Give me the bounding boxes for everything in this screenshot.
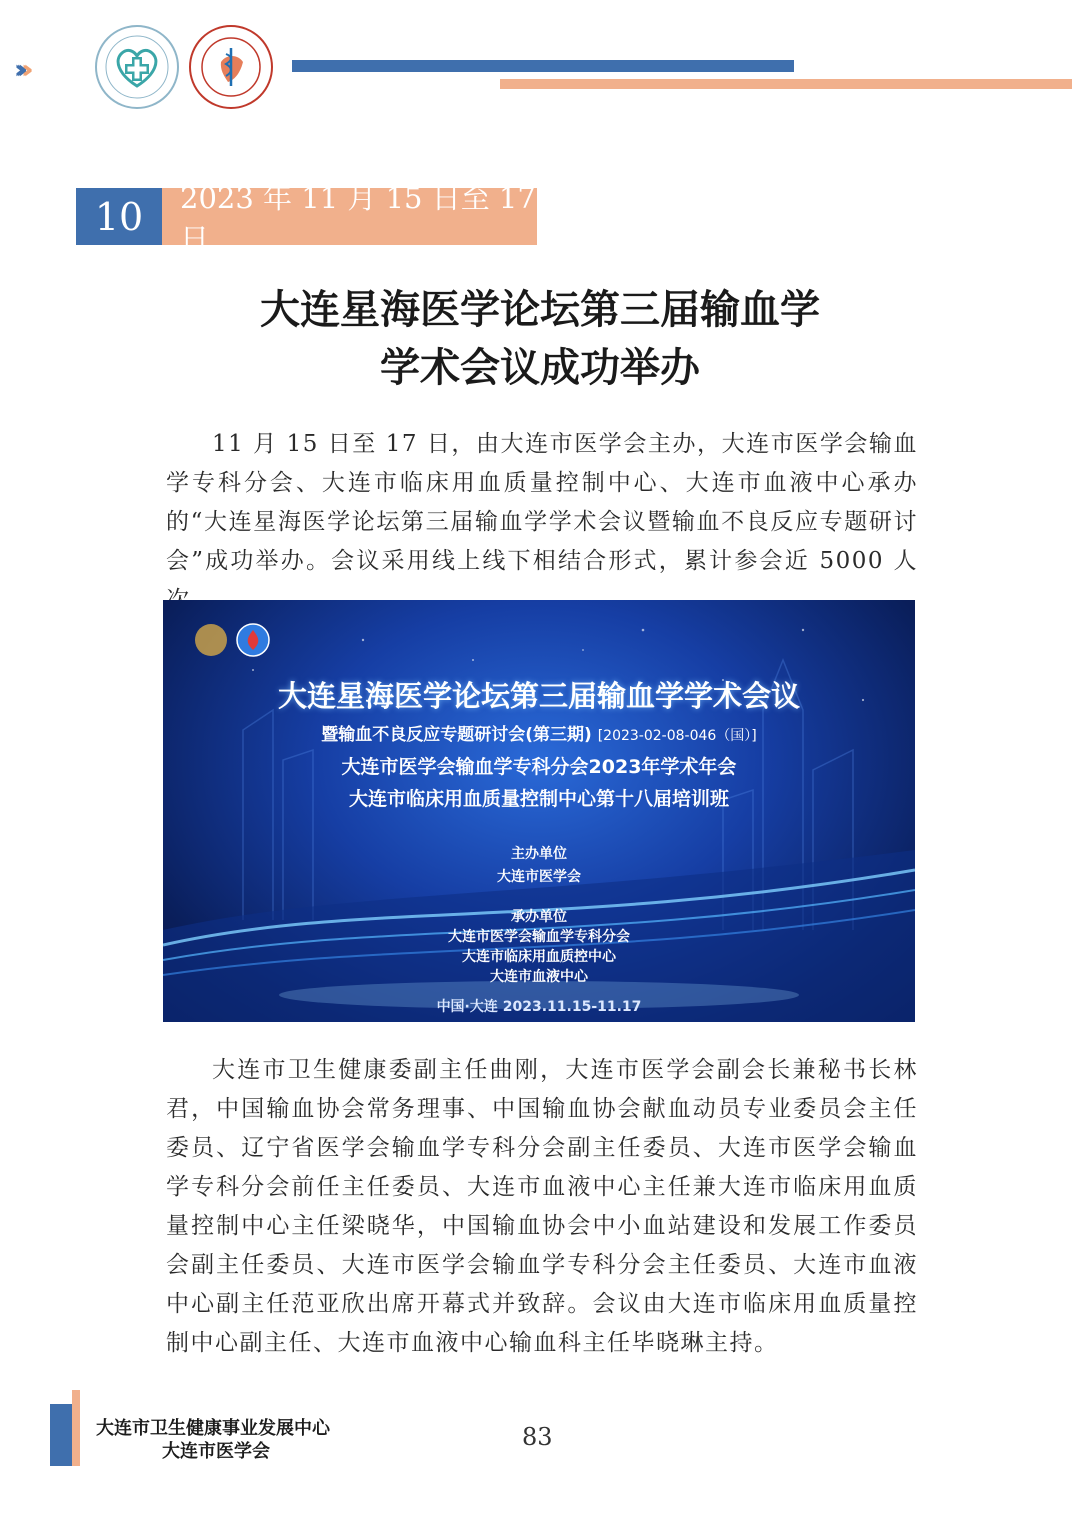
- banner-subtitle-code: [2023-02-08-046（国）]: [597, 728, 757, 744]
- banner-host-label: 主办单位: [511, 846, 567, 862]
- footer-org-2: 大连市医学会: [162, 1441, 270, 1462]
- footer-orange-bar: [72, 1390, 80, 1466]
- health-cross-logo-icon: [94, 24, 180, 110]
- banner-subtitle: [163, 720, 915, 745]
- footer-blue-bar: [50, 1404, 72, 1466]
- article-paragraph-2: 大连市卫生健康委副主任曲刚，大连市医学会副会长兼秘书长林君，中国输血协会常务理事、中国输血协会献血动员专业委员会主任委员、辽宁省医学会输血学专科分会副主任委员、大连市医学会输血学专科分会前任主任委员、大连市血液中心主任兼大连市临床用血质量控制中心主任梁晓华，中国输血协会中小血站建设和发展工作委员会副主任委员、大连市医学会输血学专科分会主任委员、大连市血液中心副主任范亚欣出席开幕式并致辞。会议由大连市临床用血质量控制中心副主任、大连市血液中心输血科主任毕晓琳主持。: [166, 1057, 918, 1356]
- banner-organizer: 大连市医学会输血学专科分会: [448, 929, 630, 945]
- banner-line3: 大连市医学会输血学专科分会2023年学术年会: [341, 756, 737, 778]
- article-title-line2: 学术会议成功举办: [380, 345, 700, 391]
- section-number: 10: [76, 188, 162, 245]
- footer-org-1: 大连市卫生健康事业发展中心: [96, 1418, 330, 1439]
- article-title-line1: 大连星海医学论坛第三届输血学: [260, 287, 820, 333]
- banner-host: 大连市医学会: [497, 869, 581, 885]
- banner-organizer: 大连市血液中心: [490, 969, 588, 985]
- banner-organizer-label: 承办单位: [511, 909, 567, 925]
- header-blue-bar: [292, 60, 794, 72]
- banner-subtitle-text: 暨输血不良反应专题研讨会(第三期): [321, 725, 592, 745]
- section-date: 2023 年 11 月 15 日至 17 日: [162, 188, 537, 245]
- article-paragraph-1: 11 月 15 日至 17 日，由大连市医学会主办，大连市医学会输血学专科分会、大连市临床用血质量控制中心、大连市血液中心承办的“大连星海医学论坛第三届输血学学术会议暨输血不良反应专题研讨会”成功举办。会议采用线上线下相结合形式，累计参会近 5000 人: [166, 431, 918, 574]
- header-chevrons: ››› ››: [14, 55, 25, 85]
- header-orange-bar: [500, 79, 1072, 89]
- page-number: 83: [522, 1423, 553, 1451]
- banner-footer: 中国·大连 2023.11.15-11.17: [436, 999, 642, 1015]
- conference-banner-photo: [163, 600, 915, 1022]
- banner-line4: 大连市临床用血质量控制中心第十八届培训班: [348, 788, 729, 810]
- banner-organizer: 大连市临床用血质控中心: [462, 949, 616, 965]
- medical-association-logo-icon: [188, 24, 274, 110]
- banner-title: 大连星海医学论坛第三届输血学学术会议: [277, 679, 800, 713]
